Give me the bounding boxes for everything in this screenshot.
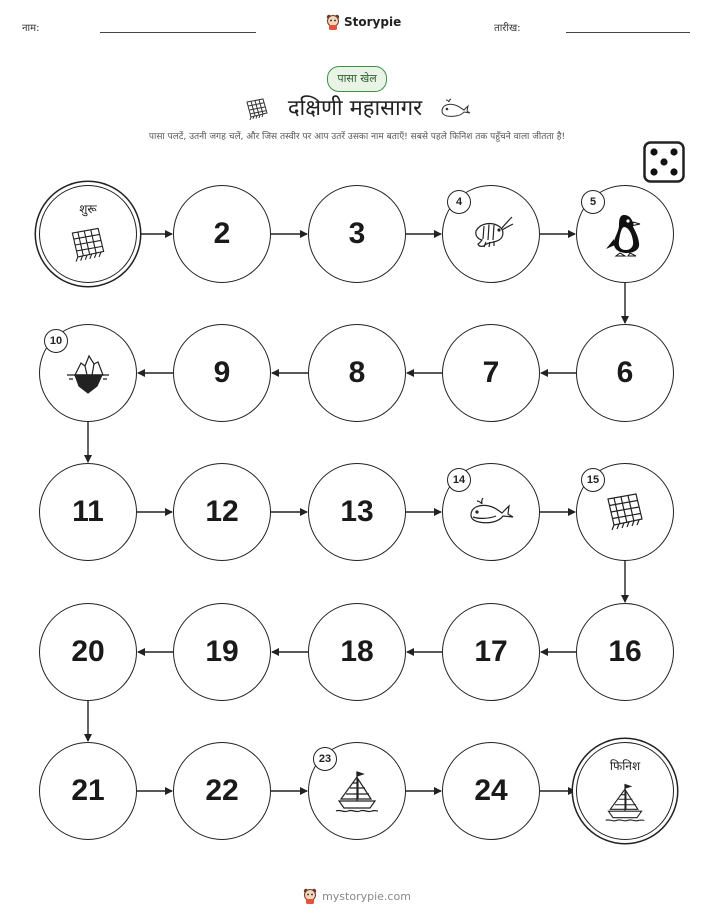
cell-number-tag: 10 (44, 329, 68, 353)
board-cell-2 (173, 185, 271, 283)
name-label: नाम: (22, 23, 40, 34)
board-cell-9 (173, 324, 271, 422)
date-label: तारीख: (494, 23, 521, 34)
game-type-badge: पासा खेल (327, 66, 387, 92)
storypie-logo-icon (303, 888, 317, 904)
cell-number-tag: 4 (447, 190, 471, 214)
penguin-icon (600, 209, 650, 259)
board-cell-23 (308, 742, 406, 840)
board-cell-8 (308, 324, 406, 422)
board-cell-21 (39, 742, 137, 840)
cell-number-tag: 5 (581, 190, 605, 214)
cell-number: 2 (213, 217, 231, 250)
board-cell-12 (173, 463, 271, 561)
board-cell-13 (308, 463, 406, 561)
board-cell-7 (442, 324, 540, 422)
cell-number: 20 (71, 635, 105, 668)
cell-number: 9 (213, 356, 231, 389)
finish-label: फिनिश (609, 759, 641, 773)
cell-number: 13 (340, 495, 374, 528)
start-label: शुरू (79, 202, 97, 216)
board-cell-10 (39, 324, 137, 422)
board-cell-14 (442, 463, 540, 561)
cell-number: 8 (348, 356, 366, 389)
board-cell-1 (39, 185, 137, 283)
cell-number: 21 (71, 774, 105, 807)
cell-number-tag: 15 (581, 468, 605, 492)
cell-number: 12 (205, 495, 239, 528)
board-cell-20 (39, 603, 137, 701)
board-cell-15 (576, 463, 674, 561)
footer (0, 888, 714, 904)
cell-number-tag: 14 (447, 468, 471, 492)
board-cell-18 (308, 603, 406, 701)
cell-number: 18 (340, 635, 374, 668)
blanket-icon (600, 487, 650, 537)
sailboat-icon (332, 766, 382, 816)
cell-number: 19 (205, 635, 239, 668)
page-title: दक्षिणी महासागर (287, 96, 423, 121)
board-cell-5 (576, 185, 674, 283)
iceberg-icon (63, 348, 113, 398)
cell-number: 3 (348, 217, 366, 250)
cell-number: 22 (205, 774, 239, 807)
instructions: पासा पलटें, उतनी जगह चलें, और जिस तस्वीर पर आप उतरें उसका नाम बताएँ! सबसे पहले फिनिश तक पहुँचने वाला जीतता है! (148, 132, 566, 142)
footer-site: mystorypie.com (322, 889, 411, 903)
board-cell-17 (442, 603, 540, 701)
board-cell-16 (576, 603, 674, 701)
cell-number: 7 (482, 356, 500, 389)
board-cell-22 (173, 742, 271, 840)
brand-name: Storypie (344, 15, 402, 29)
board-cell-4 (442, 185, 540, 283)
cell-number: 24 (474, 774, 508, 807)
board-cell-24 (442, 742, 540, 840)
cell-number: 6 (616, 356, 634, 389)
whale-icon (466, 487, 516, 537)
cell-number: 16 (608, 635, 642, 668)
cell-number: 17 (474, 635, 508, 668)
board-cell-19 (173, 603, 271, 701)
cell-number: 11 (72, 495, 104, 528)
cell-number-tag: 23 (313, 747, 337, 771)
board-cell-6 (576, 324, 674, 422)
board-cell-3 (308, 185, 406, 283)
board-cell-25 (576, 742, 674, 840)
board-cell-11 (39, 463, 137, 561)
shrimp-icon (466, 209, 516, 259)
